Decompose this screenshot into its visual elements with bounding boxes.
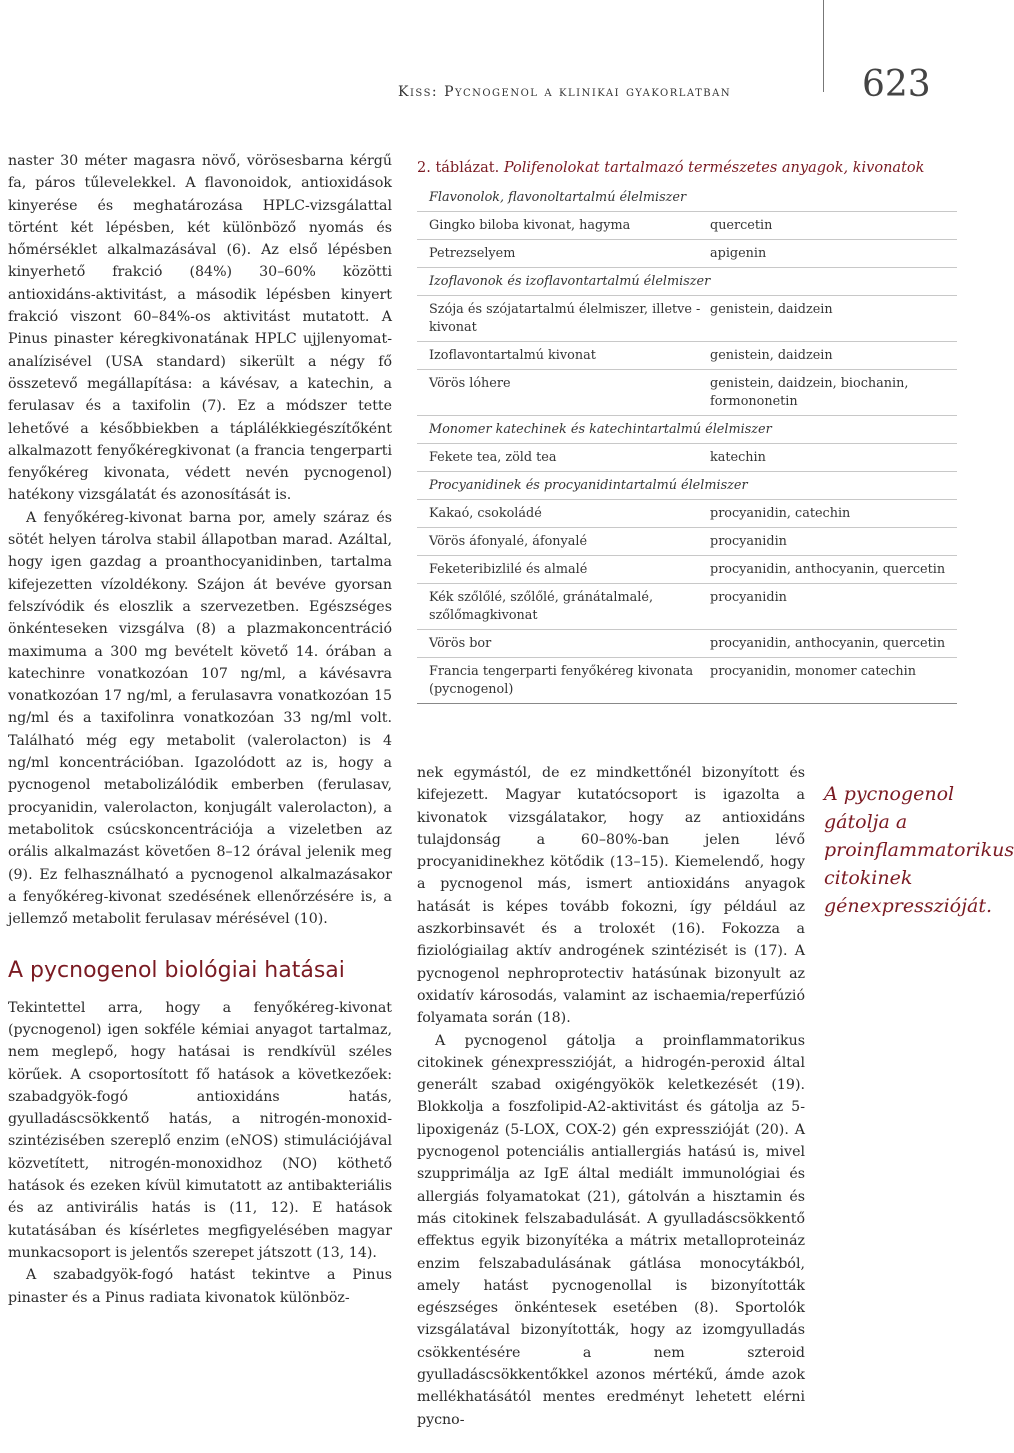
table-cell-compound: procyanidin, monomer catechin bbox=[710, 664, 916, 679]
paragraph: A szabadgyök-fogó hatást tekintve a Pinus pinaster és a Pinus radiata kivonatok különböz- bbox=[8, 1267, 392, 1306]
table-title: Polifenolokat tartalmazó természetes anyagok, kivonatok bbox=[503, 160, 925, 176]
table-row bbox=[417, 528, 957, 556]
table-cell-compound: apigenin bbox=[710, 246, 767, 261]
polyphenol-table bbox=[417, 160, 957, 704]
paragraph: A pycnogenol gátolja a proinflammatorikus citokinek génexpresszióját, a hidrogén-peroxid által generált szabad oxigéngyökök keletkezését (19). Blokkolja a foszfolipid-A2-aktivitást és gátolja az 5-lipoxigenáz (5-LOX, COX-2) gén expresszióját (20). A pycnogenol potenciális antiallergiás hatású is, mivel szupprimálja az IgE által mediált immunológiai és allergiás folyamatokat (21), gátolván a hisztamin és más citokinek felszabadulását. A gyulladáscsökkentő effektus egyik bizonyítéka a mátrix metalloproteináz enzim felszabadulásának gátlása monocytákból, amely hatást pycnogenollal is bizonyították egészséges önkéntesek esetében (8). Sportolók vizsgálatával bizonyították, hogy az izomgyulladás csökkentésére a nem szteroid gyulladáscsökkentőkkel azonos mértékű, ámde azok mellékhatásától mentes eredményt lehetett elérni pycno- bbox=[417, 1032, 805, 1428]
running-header: Kiss: Pycnogenol a klinikai gyakorlatban bbox=[398, 84, 732, 100]
table-cell-source: Vörös lóhere bbox=[429, 376, 511, 391]
left-column bbox=[8, 150, 392, 1309]
table-row bbox=[417, 658, 957, 704]
table-row bbox=[417, 212, 957, 240]
table-row bbox=[417, 296, 957, 342]
table-label: 2. táblázat. bbox=[417, 160, 500, 176]
table-cell-source: Vörös áfonyalé, áfonyalé bbox=[429, 534, 588, 549]
table-cell-compound: procyanidin bbox=[710, 590, 787, 605]
section-heading: A pycnogenol biológiai hatásai bbox=[8, 958, 345, 984]
table-cell-compound: katechin bbox=[710, 450, 766, 465]
table-row bbox=[417, 500, 957, 528]
table-cell-compound: genistein, daidzein bbox=[710, 348, 833, 363]
table-group-header: Procyanidinek és procyanidintartalmú élelmiszer bbox=[417, 472, 957, 500]
table-cell-compound: procyanidin, catechin bbox=[710, 506, 851, 521]
table-row bbox=[417, 370, 957, 416]
table-cell-compound: quercetin bbox=[710, 218, 773, 233]
table-cell-compound: genistein, daidzein, biochanin, formononetin bbox=[710, 376, 909, 409]
table-cell-source: Fekete tea, zöld tea bbox=[429, 450, 557, 465]
paragraph: nek egymástól, de ez mindkettőnél bizonyított és kifejezett. Magyar kutatócsoport is igazolta a kivonatok vizsgálatakor, hogy az antioxidáns tulajdonság a 60–80%-ban jelen lévő procyanidinekhez kötődik (13–15). Kiemelendő, hogy a pycnogenol más, ismert antioxidáns anyagok hatását is képes tovább fokozni, így például az aszkorbinsavét és a troloxét (16). Fokozza a fiziológiailag aktív androgének szintézisét is (17). A pycnogenol nephroprotectiv hatásúnak bizonyult az oxidatív károsodás, valamint az ischaemia/reperfúzió folyamata során (18). bbox=[417, 765, 805, 1027]
table-cell-source: Vörös bor bbox=[429, 636, 492, 651]
table-row bbox=[417, 584, 957, 630]
paragraph: naster 30 méter magasra növő, vörösesbarna kérgű fa, páros tűlevelekkel. A flavonoidok, antioxidások kinyerése és meghatározása HPLC-vizsgálattal történt két lépésben, két különböző nyomás és hőmérséklet alkalmazásával (6). Az első lépésben kinyerhető frakció (84%) 30–60% közötti antioxidáns-aktivitást, a második lépésben kinyert frakció viszont 60–84%-os aktivitást mutatott. A Pinus pinaster kéregkivonatának HPLC ujjlenyomat-analízisével (USA standard) sikerült a négy fő összetevő megállapítása: a kávésav, a katechin, a ferulasav és a taxifolin (7). Ez a módszer tette lehetővé a későbbiekben a táplálékkiegészítőként alkalmazott fenyőkéregkivonat (a francia tengerparti fenyőkéreg kivonata, védett nevén pycnogenol) hatékony vizsgálatát és azonosítását is. bbox=[8, 153, 392, 504]
table-row bbox=[417, 240, 957, 268]
table-cell-compound: genistein, daidzein bbox=[710, 302, 833, 317]
table-cell-source: Kakaó, csokoládé bbox=[429, 506, 542, 521]
table-caption bbox=[417, 160, 957, 176]
table-group-header: Izoflavonok és izoflavontartalmú élelmiszer bbox=[417, 268, 957, 296]
table-body bbox=[417, 184, 957, 704]
table-cell-compound: procyanidin, anthocyanin, quercetin bbox=[710, 562, 946, 577]
header-divider bbox=[823, 0, 824, 92]
table-row bbox=[417, 342, 957, 370]
table-cell-compound: procyanidin bbox=[710, 534, 787, 549]
table-cell-source: Gingko biloba kivonat, hagyma bbox=[429, 218, 631, 233]
table-cell-source: Izoflavontartalmú kivonat bbox=[429, 348, 596, 363]
table-cell-source: Szója és szójatartalmú élelmiszer, illetve -kivonat bbox=[429, 302, 701, 335]
table-cell-compound: procyanidin, anthocyanin, quercetin bbox=[710, 636, 946, 651]
table-row bbox=[417, 630, 957, 658]
paragraph: Tekintettel arra, hogy a fenyőkéreg-kivonat (pycnogenol) igen sokféle kémiai anyagot tartalmaz, nem meglepő, hogy hatásai is rendkívül széles körűek. A csoportosított fő hatások a következőek: szabadgyök-fogó antioxidáns hatás, gyulladáscsökkentő hatás, a nitrogén-monoxid-szintézisében szereplő enzim (eNOS) stimulációjával közvetített, nitrogén-monoxidhoz (NO) köthető hatások és ezeken kívül kimutatott az antibakteriális és az antivirális hatás is (11, 12). E hatások kutatásában és kísérletes megfigyelésében magyar munkacsoport is jelentős szerepet játszott (13, 14). bbox=[8, 999, 392, 1261]
paragraph: A fenyőkéreg-kivonat barna por, amely száraz és sötét helyen tárolva stabil állapotban marad. Azáltal, hogy igen gazdag a proanthocyanidinben, tartalma kifejezetten vízoldékony. Szájon át bevéve gyorsan felszívódik és eloszlik a szervezetben. Egészséges önkénteseken vizsgálva (8) a plazmakoncentráció maximuma a 300 mg bevételt követő 14. órában a katechinre vonatkozóan 107 ng/ml, a kávésavra vonatkozóan 17 ng/ml, a ferulasavra vonatkozóan 15 ng/ml és a taxifolinra vonatkozóan 33 ng/ml volt. Található még egy metabolit (valerolacton) is 4 ng/ml koncentrációban. Igazolódott az is, hogy a pycnogenol metabolizálódik emberben (ferulasav, procyanidin, valerolacton, konjugált valerolacton), a metabolitok csúcskoncentrációja a vizeletben az orális alkalmazást követően 8–12 órával jelenik meg (9). Ez felhasználható a pycnogenol alkalmazásakor a fenyőkéreg-kivonat szedésének ellenőrzésére is, a jellemző metabolit ferulasav mérésével (10). bbox=[8, 509, 392, 928]
table-cell-source: Petrezselyem bbox=[429, 246, 516, 261]
table-cell-source: Francia tengerparti fenyőkéreg kivonata (pycnogenol) bbox=[429, 664, 694, 697]
margin-pull-quote: A pycnogenol gátolja a proinflammatorikus citokinek génexpresszióját. bbox=[824, 783, 1014, 917]
middle-column bbox=[417, 762, 805, 1431]
table-cell-source: Kék szőlőlé, szőlőlé, gránátalmalé, szőlőmagkivonat bbox=[429, 590, 654, 623]
table-row bbox=[417, 556, 957, 584]
table-row bbox=[417, 444, 957, 472]
table-group-header: Flavonolok, flavonoltartalmú élelmiszer bbox=[417, 184, 957, 212]
table-cell-source: Feketeribizlilé és almalé bbox=[429, 562, 588, 577]
page-number: 623 bbox=[862, 64, 931, 105]
table-group-header: Monomer katechinek és katechintartalmú élelmiszer bbox=[417, 416, 957, 444]
